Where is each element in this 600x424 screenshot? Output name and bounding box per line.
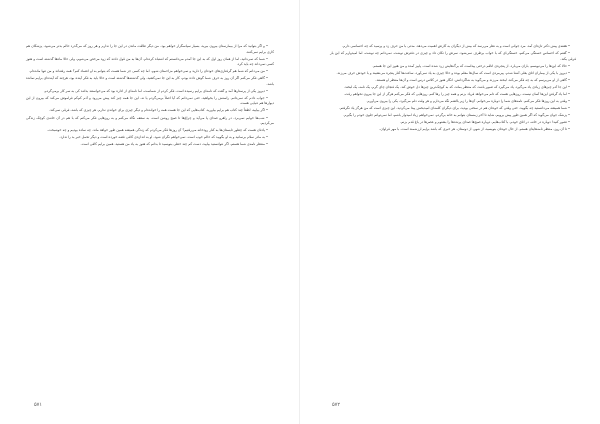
left-page-text: [26, 44, 274, 149]
paragraph: • حالا که این‌ها را می‌نویسم، باران می‌بارد. از پنجره‌ی اتاقم درختی پیداست که برگ‌هایش زرد شده است. پاییز آمده و من هنوز این جا هستم.: [372, 63, 570, 68]
paragraph: • این جا آدم چیزهای زیادی یاد می‌گیرد. یاد می‌گیرد که صبور باشد، که منتظر بماند، که به کوچک‌ترین چیزها دل خوش کند. یک فنجان چای گرم، یک نامه، یک لبخند.: [343, 84, 570, 89]
page-number: ۵۷۱: [34, 402, 43, 408]
paragraph: • تا آن روز، منتظر نامه‌هایتان هستم. از حال خودتان بنویسید، از شهر، از دوستان. هر خبری که باشد برایم ارزشمند است. با مهر فراوان.: [379, 127, 570, 132]
paragraph: • و اگر بتوانید که مرا از بیمارستان بیرون ببرید، بسیار سپاسگزار خواهم بود. من دیگر طاقت ماندن در این جا را ندارم و هر روز که می‌گذرد حالم بدتر می‌شود. پزشکان هم کاری برایم نمی‌کنند.: [26, 44, 274, 54]
paragraph: • دیروز با یکی از بیماران اتاق بغلی آشنا شدم. پیرمردی است که سال‌ها معلم بوده و حالا چیزی به یاد نمی‌آورد. ساعت‌ها کنار پنجره می‌نشیند و با خودش حرف می‌زند.: [336, 70, 570, 75]
paragraph: • شما همیشه می‌دانستید چه بگویید. حتی وقتی که خودتان هم در سختی بودید، برای دیگران کلمه‌ای امیدبخش پیدا می‌کردید. این چیزی است که من هرگز یاد نگرفتم.: [339, 105, 570, 110]
paragraph: • اگر بیایید، لطفاً چند کتاب هم برایم بیاورید. کتاب‌هایی که این جا هست همه را خوانده‌ام و دیگر چیزی برای خواندن ندارم. هر چیزی که باشد، فرقی نمی‌کند.: [49, 108, 268, 113]
paragraph: • وقتی به این روزها فکر می‌کنم، نامه‌های شما را دوباره می‌خوانم. آن‌ها را زیر بالشم نگه می‌دارم و هر وقت دلم می‌گیرد، یکی را بیرون می‌آورم.: [366, 98, 570, 103]
paragraph: • من می‌دانم که شما هم گرفتاری‌های خودتان را دارید و نمی‌خواهم مزاحمتان شوم. اما چه کسی جز شما هست که بتوانم به او اعتماد کنم؟ همه رفته‌اند و من تنها مانده‌ام.: [28, 69, 268, 74]
paragraph: • دیروز یکی از پرستارها آمد و گفت که نامه‌ای برایم رسیده است. فکر کردم از شماست، اما نامه‌ای از اداره بود که می‌خواستند بدانند کی به سر کار برمی‌گردم.: [43, 88, 268, 93]
paragraph: • گاهی فکر می‌کنم اگر آن روز به حرف شما گوش داده بودم، کار به این جا نمی‌کشید. ولی گذشته‌ها گذشته است و حالا باید به فکر آینده بود، هرچند که آینده‌ای برایم نمانده باشد.: [26, 76, 274, 86]
paragraph: • یادتان هست که چطور تابستان‌ها به کنار رودخانه می‌رفتیم؟ آن روزها فکر می‌کردم که زندگی همیشه همین طور خواهد ماند. چه ساده بودیم و چه خوشبخت.: [47, 128, 268, 133]
page-number: ۵۷۲: [332, 402, 341, 408]
paragraph: • پزشک جوان می‌گوید که اگر همین طور پیش برویم، شاید تا آخر زمستان بتوانم به خانه برگردم. نمی‌خواهم زیاد امیدوار باشم، اما نمی‌توانم جلوی خودم را بگیرم.: [343, 112, 570, 117]
paragraph: • گاهی از او می‌پرسم که به چه فکر می‌کند. لبخند می‌زند و می‌گوید به شاگردانش. انگار هنوز در کلاس درس است و آن‌ها منتظر او هستند.: [375, 77, 570, 82]
paragraph: • شب‌ها خوابم نمی‌برد. در راهرو صدای پا می‌آید و چراغ‌ها تا صبح روشن است. به سقف نگاه می‌کنم و به روزهایی فکر می‌کنم که با هم در آن خانه‌ی کوچک زندگی می‌کردیم.: [26, 115, 274, 126]
right-page: [300, 0, 600, 424]
paragraph: • شما که نمی‌دانید، اما از همان روز اول که به این جا آمدم می‌دانستم که اشتباه کرده‌ام. آن‌ها به من قول دادند که زود مرخص می‌شوم، ولی حالا ماه‌ها گذشته است و هنوز کسی نمی‌داند چه باید کرد.: [26, 56, 274, 67]
paragraph: • به مادر سلام برسانید و به او بگویید که حالم خوب است. نمی‌خواهم نگران شود. او به اندازه‌ی کافی غصه خورده است و دیگر تحمل خبر بد را ندارد.: [59, 135, 268, 140]
paragraph: • اما یاد گرفتن این‌ها آسان نیست. روزهایی هست که دلم می‌خواهد فریاد بزنم و همه چیز را رها کنم. روزهایی که فکر می‌کنم هرگز از این جا بیرون نخواهم رفت.: [343, 91, 570, 96]
paragraph: • تصور کنید! دوباره در خانه، در اتاق خودم، با کتاب‌هایم. دوباره صبح‌ها صدای پرنده‌ها را بشنوم و عصرها در باغ قدم بزنم.: [400, 120, 570, 125]
paragraph: • منتظر نامه‌ی شما هستم. اگر نتوانستید بیایید، دست کم چند خطی بنویسید تا بدانم که هنوز به یاد من هستید. همین برایم کافی است.: [80, 142, 268, 147]
paragraph: • گفتم که احساس خستگی می‌کنم، خستگی‌ای که با خواب برطرف نمی‌شود. سرش را تکان داد و چیزی در دفترش نوشت. نمی‌دانم چه نوشت، اما امیدوارم که این بار فرقی بکند.: [330, 51, 576, 61]
right-page-text: [330, 44, 576, 134]
paragraph: • جواب دادم که نمی‌دانم. راستش را بخواهید، حتی نمی‌دانم که آیا اصلاً برمی‌گردم یا نه. این جا همه چیز کند پیش می‌رود و آدم کم‌کم فراموش می‌کند که بیرون از این دیوارها هم دنیایی هست.: [26, 95, 274, 106]
paragraph: • هفته‌ی پیش دکتر تازه‌ای آمد. مرد جوانی است و به نظر می‌رسد که بیش از دیگران به کارش اهمیت می‌دهد. مدتی با من حرف زد و پرسید که چه احساسی دارم.: [342, 44, 570, 48]
